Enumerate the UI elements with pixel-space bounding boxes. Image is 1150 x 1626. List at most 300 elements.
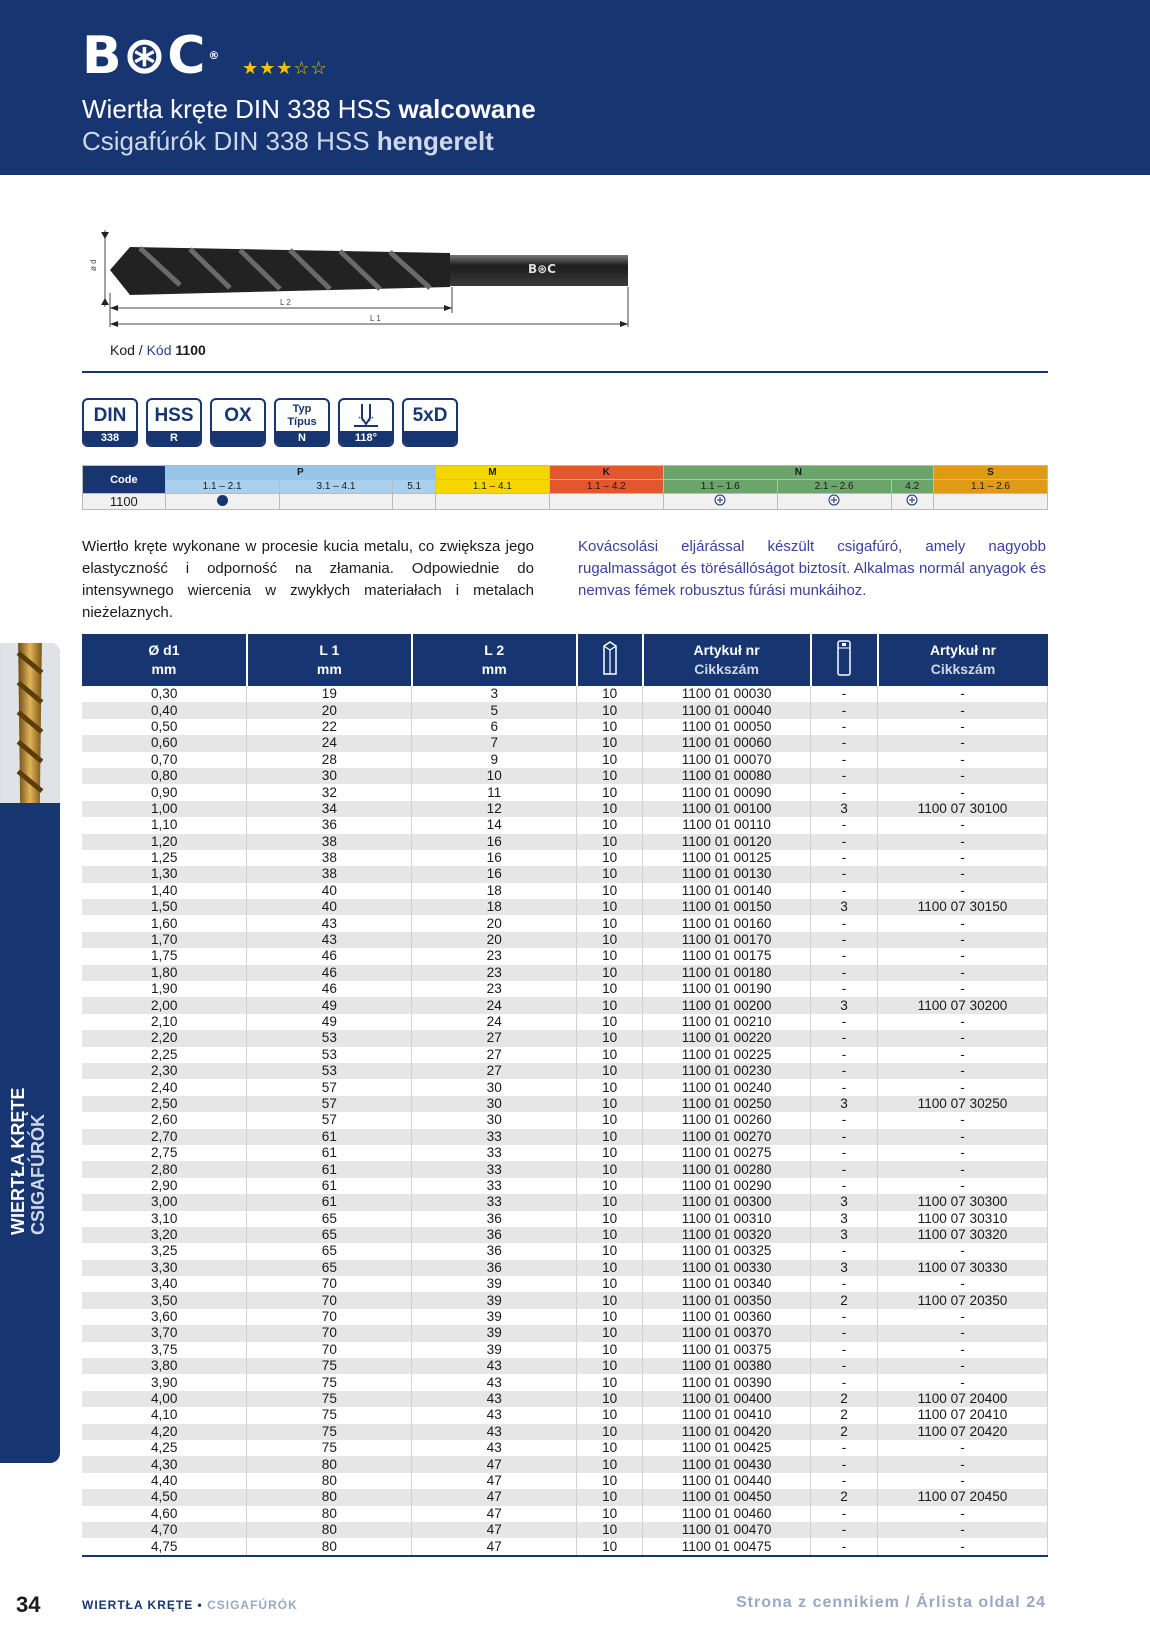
table-cell: 1,60 <box>82 915 247 931</box>
table-cell: 16 <box>412 850 577 866</box>
table-row <box>82 1276 1048 1292</box>
table-cell: 28 <box>247 752 412 768</box>
table-cell: 1100 01 00250 <box>643 1096 811 1112</box>
table-cell: - <box>878 1145 1048 1161</box>
table-cell: - <box>811 932 878 948</box>
table-cell: - <box>878 784 1048 800</box>
table-cell: - <box>811 735 878 751</box>
table-cell: 80 <box>247 1538 412 1554</box>
table-cell: 1100 01 00310 <box>643 1211 811 1227</box>
page-number: 34 <box>16 1592 41 1617</box>
table-cell: 33 <box>412 1145 577 1161</box>
table-cell: 47 <box>412 1506 577 1522</box>
table-cell: - <box>878 915 1048 931</box>
table-row <box>82 1374 1048 1390</box>
table-row <box>82 1522 1048 1538</box>
table-cell: 10 <box>577 1260 643 1276</box>
table-cell: 1100 01 00060 <box>643 735 811 751</box>
table-cell: 10 <box>577 1374 643 1390</box>
table-cell: 33 <box>412 1194 577 1210</box>
table-row <box>82 899 1048 915</box>
table-cell: 20 <box>412 915 577 931</box>
table-cell: 3,50 <box>82 1292 247 1308</box>
table-cell: 47 <box>412 1473 577 1489</box>
table-cell: 1100 01 00375 <box>643 1342 811 1358</box>
table-cell: 23 <box>412 965 577 981</box>
table-cell: 80 <box>247 1473 412 1489</box>
table-cell: 10 <box>577 686 643 702</box>
table-cell: 70 <box>247 1342 412 1358</box>
table-cell: 39 <box>412 1292 577 1308</box>
table-row <box>82 1456 1048 1472</box>
table-cell: - <box>811 1522 878 1538</box>
table-cell: 20 <box>247 702 412 718</box>
table-cell: 4,25 <box>82 1440 247 1456</box>
table-cell: 10 <box>577 1063 643 1079</box>
table-cell: - <box>811 834 878 850</box>
table-cell: 6 <box>412 719 577 735</box>
table-cell: - <box>811 719 878 735</box>
group-n: N <box>663 466 933 480</box>
table-cell: 1100 01 00230 <box>643 1063 811 1079</box>
materials-code-header: Code <box>83 466 166 494</box>
table-cell: 2,30 <box>82 1063 247 1079</box>
table-cell: 47 <box>412 1489 577 1505</box>
table-cell: 1100 01 00180 <box>643 965 811 981</box>
table-cell: 53 <box>247 1047 412 1063</box>
table-cell: 1100 01 00430 <box>643 1456 811 1472</box>
table-cell: - <box>878 883 1048 899</box>
table-cell: 2,00 <box>82 997 247 1013</box>
table-cell: 1100 01 00130 <box>643 866 811 882</box>
table-cell: 3 <box>811 1211 878 1227</box>
table-cell: - <box>878 932 1048 948</box>
table-row <box>82 1211 1048 1227</box>
badge-din: DIN 338 <box>82 398 138 447</box>
col-l1: L 1 mm <box>247 634 412 686</box>
table-cell: 49 <box>247 1014 412 1030</box>
table-cell: - <box>811 1079 878 1095</box>
table-row <box>82 1424 1048 1440</box>
table-cell: 10 <box>577 768 643 784</box>
table-cell: 1100 01 00320 <box>643 1227 811 1243</box>
table-cell: 38 <box>247 834 412 850</box>
table-cell: - <box>878 1456 1048 1472</box>
table-cell: 70 <box>247 1292 412 1308</box>
table-cell: 30 <box>412 1079 577 1095</box>
box-pack-icon <box>600 640 620 676</box>
table-cell: 43 <box>247 915 412 931</box>
table-cell: 33 <box>412 1129 577 1145</box>
table-cell: 1100 01 00270 <box>643 1129 811 1145</box>
table-row <box>82 1473 1048 1489</box>
table-cell: 1100 01 00280 <box>643 1161 811 1177</box>
table-row <box>82 850 1048 866</box>
table-cell: 1100 01 00340 <box>643 1276 811 1292</box>
range-cell: 3.1 – 4.1 <box>279 480 393 494</box>
table-cell: 4,20 <box>82 1424 247 1440</box>
table-row <box>82 1358 1048 1374</box>
table-cell: 10 <box>577 784 643 800</box>
table-cell: 10 <box>577 752 643 768</box>
table-cell: 1100 07 20400 <box>878 1391 1048 1407</box>
table-cell: 1100 01 00070 <box>643 752 811 768</box>
table-row <box>82 1227 1048 1243</box>
badge-5xd: 5xD <box>402 398 458 447</box>
table-cell: - <box>811 1506 878 1522</box>
table-cell: 10 <box>577 1030 643 1046</box>
table-cell: 75 <box>247 1440 412 1456</box>
table-cell: 1100 01 00370 <box>643 1325 811 1341</box>
table-cell: 1100 01 00200 <box>643 997 811 1013</box>
table-cell: 27 <box>412 1047 577 1063</box>
table-cell: 0,90 <box>82 784 247 800</box>
primary-use-icon <box>217 495 228 506</box>
table-cell: 1100 01 00150 <box>643 899 811 915</box>
table-cell: 1100 01 00440 <box>643 1473 811 1489</box>
table-cell: 70 <box>247 1276 412 1292</box>
table-cell: 10 <box>577 1407 643 1423</box>
table-cell: 4,70 <box>82 1522 247 1538</box>
table-cell: - <box>878 1030 1048 1046</box>
table-cell: 1100 01 00400 <box>643 1391 811 1407</box>
table-cell: - <box>811 1374 878 1390</box>
table-cell: 75 <box>247 1391 412 1407</box>
range-cell: 5.1 <box>393 480 436 494</box>
table-cell: - <box>811 768 878 784</box>
footer-section: WIERTŁA KRĘTE • CSIGAFÚRÓK <box>82 1598 298 1612</box>
table-cell: 2,75 <box>82 1145 247 1161</box>
table-cell: 46 <box>247 981 412 997</box>
table-cell: 53 <box>247 1063 412 1079</box>
badge-point-angle: 118° <box>338 398 394 447</box>
table-row <box>82 801 1048 817</box>
table-cell: 10 <box>577 915 643 931</box>
table-row <box>82 1129 1048 1145</box>
table-cell: 46 <box>247 965 412 981</box>
table-cell: 1100 07 30150 <box>878 899 1048 915</box>
table-cell: 10 <box>412 768 577 784</box>
table-cell: 38 <box>247 866 412 882</box>
table-cell: 47 <box>412 1538 577 1554</box>
table-cell: 10 <box>577 1096 643 1112</box>
table-row <box>82 1260 1048 1276</box>
table-cell: - <box>878 981 1048 997</box>
table-cell: 10 <box>577 1391 643 1407</box>
table-row <box>82 1161 1048 1177</box>
table-cell: 57 <box>247 1079 412 1095</box>
spec-badges <box>82 398 458 447</box>
description-polish: Wiertło kręte wykonane w procesie kucia metalu, co zwiększa jego elastyczność i odporność na złamania. Odpowiednie do intensywnego wiercenia w zwykłych materiałach i metalach nieżelaznych. <box>82 538 534 621</box>
title-polish: Wiertła kręte DIN 338 HSS walcowane <box>82 94 536 124</box>
table-cell: 10 <box>577 866 643 882</box>
table-cell: 3 <box>811 1260 878 1276</box>
table-cell: 1100 01 00410 <box>643 1407 811 1423</box>
badge-ox: OX <box>210 398 266 447</box>
table-cell: - <box>878 817 1048 833</box>
table-cell: 1100 01 00220 <box>643 1030 811 1046</box>
label-d: ø d <box>89 259 98 271</box>
table-row <box>82 1407 1048 1423</box>
table-cell: 3,10 <box>82 1211 247 1227</box>
table-row <box>82 1096 1048 1112</box>
table-cell: 2,60 <box>82 1112 247 1128</box>
table-cell: 61 <box>247 1178 412 1194</box>
table-cell: 14 <box>412 817 577 833</box>
table-cell: 36 <box>412 1211 577 1227</box>
table-cell: 19 <box>247 686 412 702</box>
table-cell: 1100 01 00175 <box>643 948 811 964</box>
table-cell: 3,75 <box>82 1342 247 1358</box>
table-cell: - <box>811 1047 878 1063</box>
group-m: M <box>435 466 549 480</box>
table-cell: 1100 01 00475 <box>643 1538 811 1554</box>
secondary-use-icon <box>828 494 840 506</box>
table-row <box>82 965 1048 981</box>
table-cell: 10 <box>577 1456 643 1472</box>
col-d1: Ø d1 mm <box>82 634 247 686</box>
table-cell: 9 <box>412 752 577 768</box>
description-hungarian: Kovácsolási eljárással készült csigafúró, amely nagyobb rugalmasságot és törésállóságot biztosít. Alkalmas normál anyagok és nemvas fémek robusztus fúrási munkáihoz. <box>578 538 1046 599</box>
table-cell: - <box>811 1112 878 1128</box>
table-cell: 61 <box>247 1194 412 1210</box>
table-row <box>82 997 1048 1013</box>
badge-type: Typ Típus N <box>274 398 330 447</box>
product-code: Kod / Kód 1100 <box>110 342 206 358</box>
table-cell: - <box>878 1161 1048 1177</box>
table-cell: - <box>811 1276 878 1292</box>
table-cell: 30 <box>247 768 412 784</box>
table-cell: 1100 01 00030 <box>643 686 811 702</box>
table-cell: 10 <box>577 702 643 718</box>
table-row <box>82 1112 1048 1128</box>
table-cell: 1100 01 00325 <box>643 1243 811 1259</box>
table-cell: 1100 01 00080 <box>643 768 811 784</box>
table-cell: - <box>811 981 878 997</box>
table-cell: - <box>811 915 878 931</box>
table-row <box>82 883 1048 899</box>
table-cell: 40 <box>247 883 412 899</box>
table-cell: 1,25 <box>82 850 247 866</box>
table-cell: 1100 01 00140 <box>643 883 811 899</box>
table-cell: - <box>811 1063 878 1079</box>
table-cell: 4,10 <box>82 1407 247 1423</box>
table-cell: - <box>811 1178 878 1194</box>
table-cell: 1100 01 00110 <box>643 817 811 833</box>
table-cell: - <box>811 1358 878 1374</box>
table-cell: - <box>878 948 1048 964</box>
col-article-1: Artykuł nr Cikkszám <box>643 634 811 686</box>
table-cell: 2 <box>811 1407 878 1423</box>
table-cell: 1100 01 00040 <box>643 702 811 718</box>
group-p: P <box>165 466 435 480</box>
table-cell: 4,75 <box>82 1538 247 1554</box>
table-cell: 10 <box>577 1178 643 1194</box>
table-cell: 3,30 <box>82 1260 247 1276</box>
table-cell: 1,50 <box>82 899 247 915</box>
table-cell: 2,80 <box>82 1161 247 1177</box>
table-row <box>82 834 1048 850</box>
table-cell: 36 <box>247 817 412 833</box>
range-cell: 1.1 – 2.1 <box>165 480 279 494</box>
table-cell: - <box>878 1342 1048 1358</box>
table-cell: 39 <box>412 1309 577 1325</box>
table-row <box>82 1079 1048 1095</box>
table-cell: 3 <box>811 1096 878 1112</box>
table-cell: 10 <box>577 1309 643 1325</box>
table-cell: 4,40 <box>82 1473 247 1489</box>
table-cell: - <box>811 1440 878 1456</box>
table-cell: 23 <box>412 948 577 964</box>
table-cell: 3,70 <box>82 1325 247 1341</box>
table-cell: - <box>878 1129 1048 1145</box>
table-cell: 23 <box>412 981 577 997</box>
table-cell: 1,30 <box>82 866 247 882</box>
secondary-use-icon <box>906 494 918 506</box>
table-cell: 10 <box>577 1227 643 1243</box>
table-cell: - <box>878 1374 1048 1390</box>
product-table-wrapper <box>82 634 1048 1557</box>
table-cell: 70 <box>247 1309 412 1325</box>
table-cell: 24 <box>412 1014 577 1030</box>
table-cell: 0,50 <box>82 719 247 735</box>
table-cell: 65 <box>247 1243 412 1259</box>
table-cell: 10 <box>577 997 643 1013</box>
table-cell: 1100 07 30320 <box>878 1227 1048 1243</box>
table-row <box>82 1014 1048 1030</box>
table-cell: 46 <box>247 948 412 964</box>
secondary-use-icon <box>714 494 726 506</box>
table-cell: 2 <box>811 1391 878 1407</box>
table-cell: 10 <box>577 1211 643 1227</box>
group-s: S <box>934 466 1048 480</box>
table-cell: 39 <box>412 1276 577 1292</box>
table-row <box>82 784 1048 800</box>
table-cell: 27 <box>412 1030 577 1046</box>
table-cell: 1100 01 00090 <box>643 784 811 800</box>
table-cell: 2,40 <box>82 1079 247 1095</box>
table-cell: 10 <box>577 1112 643 1128</box>
table-cell: - <box>878 866 1048 882</box>
table-cell: 1100 07 20350 <box>878 1292 1048 1308</box>
table-cell: 16 <box>412 834 577 850</box>
table-cell: - <box>878 1325 1048 1341</box>
table-cell: 30 <box>412 1096 577 1112</box>
table-cell: 1100 01 00240 <box>643 1079 811 1095</box>
table-cell: - <box>878 1243 1048 1259</box>
section-side-tab <box>0 643 60 1463</box>
drill-technical-drawing <box>80 215 680 335</box>
table-cell: 61 <box>247 1129 412 1145</box>
table-cell: 1100 01 00210 <box>643 1014 811 1030</box>
table-cell: 1100 01 00290 <box>643 1178 811 1194</box>
col-pack-blister <box>811 634 878 686</box>
table-row <box>82 1309 1048 1325</box>
table-cell: - <box>811 866 878 882</box>
badge-hss: HSS R <box>146 398 202 447</box>
table-cell: 43 <box>412 1440 577 1456</box>
table-cell: 43 <box>412 1374 577 1390</box>
table-cell: 80 <box>247 1522 412 1538</box>
table-cell: 1100 01 00160 <box>643 915 811 931</box>
table-cell: 10 <box>577 1489 643 1505</box>
table-cell: 1100 01 00275 <box>643 1145 811 1161</box>
table-cell: 75 <box>247 1407 412 1423</box>
table-cell: - <box>811 1309 878 1325</box>
table-cell: 43 <box>412 1407 577 1423</box>
table-cell: 5 <box>412 702 577 718</box>
table-cell: 36 <box>412 1227 577 1243</box>
table-cell: 32 <box>247 784 412 800</box>
table-cell: 75 <box>247 1358 412 1374</box>
table-cell: - <box>878 1440 1048 1456</box>
table-cell: 22 <box>247 719 412 735</box>
table-cell: - <box>878 965 1048 981</box>
table-cell: 1100 01 00380 <box>643 1358 811 1374</box>
table-cell: 2,50 <box>82 1096 247 1112</box>
group-k: K <box>549 466 663 480</box>
range-cell: 1.1 – 1.6 <box>663 480 777 494</box>
table-cell: 0,40 <box>82 702 247 718</box>
table-cell: 1100 01 00100 <box>643 801 811 817</box>
table-cell: 2,90 <box>82 1178 247 1194</box>
col-l2: L 2 mm <box>412 634 577 686</box>
table-cell: 3,80 <box>82 1358 247 1374</box>
table-cell: - <box>811 1243 878 1259</box>
table-cell: 36 <box>412 1260 577 1276</box>
side-tab-label: WIERTŁA KRĘTE CSIGAFÚRÓK <box>8 1087 48 1235</box>
table-cell: 2,70 <box>82 1129 247 1145</box>
table-cell: 3,90 <box>82 1374 247 1390</box>
table-cell: 1100 01 00330 <box>643 1260 811 1276</box>
table-cell: - <box>811 883 878 899</box>
table-cell: 24 <box>412 997 577 1013</box>
table-cell: - <box>811 1161 878 1177</box>
table-cell: 65 <box>247 1211 412 1227</box>
table-cell: - <box>811 1456 878 1472</box>
table-cell: 2 <box>811 1292 878 1308</box>
table-cell: 80 <box>247 1489 412 1505</box>
table-cell: - <box>878 719 1048 735</box>
table-cell: 10 <box>577 1358 643 1374</box>
table-cell: 1100 01 00225 <box>643 1047 811 1063</box>
table-cell: 3,20 <box>82 1227 247 1243</box>
drill-bit-photo <box>0 643 60 803</box>
table-cell: - <box>878 1079 1048 1095</box>
table-cell: 36 <box>412 1243 577 1259</box>
table-cell: 1100 01 00360 <box>643 1309 811 1325</box>
table-cell: 2,20 <box>82 1030 247 1046</box>
table-cell: - <box>878 834 1048 850</box>
table-cell: 20 <box>412 932 577 948</box>
table-cell: 10 <box>577 1014 643 1030</box>
table-row <box>82 702 1048 718</box>
table-cell: 1100 01 00120 <box>643 834 811 850</box>
table-cell: 10 <box>577 1047 643 1063</box>
table-cell: - <box>811 784 878 800</box>
table-cell: 3,60 <box>82 1309 247 1325</box>
table-row <box>82 1538 1048 1554</box>
table-cell: 57 <box>247 1096 412 1112</box>
divider <box>82 371 1048 373</box>
table-cell: - <box>878 1276 1048 1292</box>
table-cell: 10 <box>577 1342 643 1358</box>
table-cell: - <box>878 1522 1048 1538</box>
table-cell: 1100 01 00420 <box>643 1424 811 1440</box>
table-cell: 3 <box>811 1227 878 1243</box>
table-cell: 1100 01 00190 <box>643 981 811 997</box>
table-cell: 53 <box>247 1030 412 1046</box>
